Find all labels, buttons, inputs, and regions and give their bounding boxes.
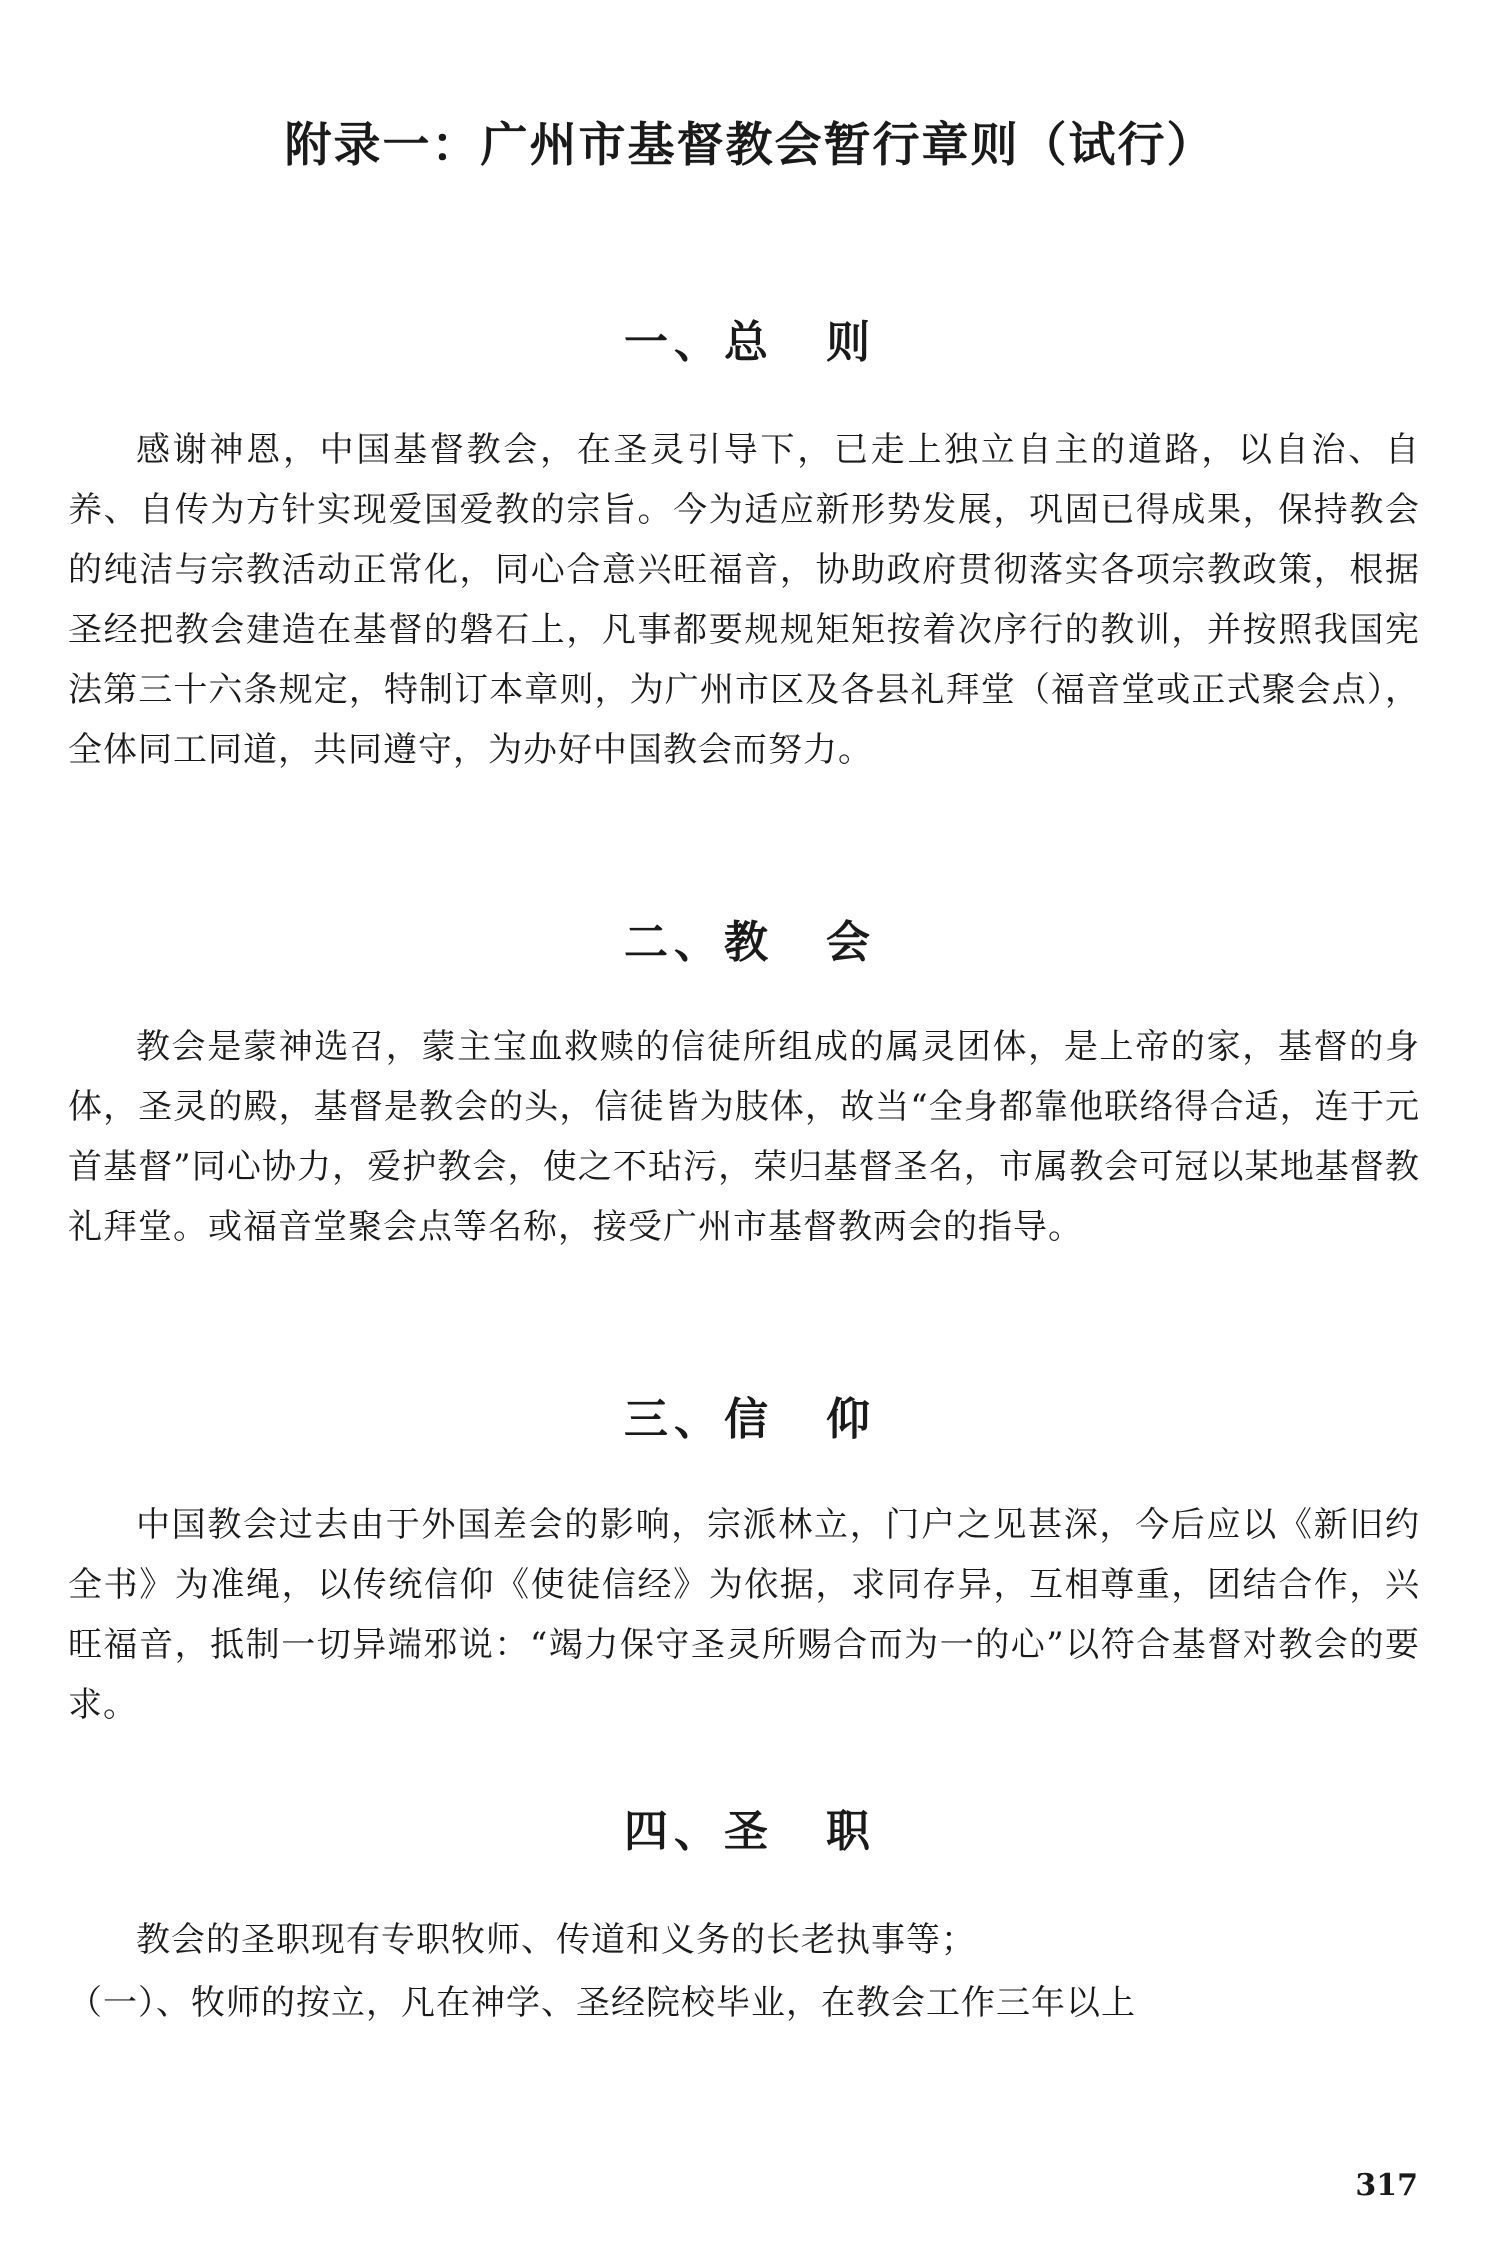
section-number: 一、 <box>624 317 724 368</box>
document-title: 附录一：广州市基督教会暂行章则（试行） <box>284 118 1216 173</box>
section-title-part: 职 <box>826 1806 876 1857</box>
section-title-part: 总 <box>724 317 774 368</box>
section-title-part: 仰 <box>826 1394 876 1445</box>
section-heading-church <box>0 906 1500 970</box>
page-number: 317 <box>1355 2168 1418 2203</box>
section-number: 三、 <box>624 1394 724 1445</box>
section-heading-clergy <box>0 1795 1500 1859</box>
section-number: 四、 <box>624 1806 724 1857</box>
section-title-part: 教 <box>724 917 774 968</box>
paragraph-clergy: 教会的圣职现有专职牧师、传道和义务的长老执事等； <box>136 1920 976 1960</box>
section-title-part: 则 <box>826 317 876 368</box>
list-item-ordination: （一）、牧师的按立，凡在神学、圣经院校毕业，在教会工作三年以上 <box>68 1983 1136 2023</box>
section-title-part: 圣 <box>724 1806 774 1857</box>
paragraph-faith: 中国教会过去由于外国差会的影响，宗派林立，门户之见甚深，今后应以《新旧约全书》为准绳，以传统信仰《使徒信经》为依据，求同存异，互相尊重，团结合作，兴旺福音，抵制一切异端邪说：“竭力保守圣灵所赐合而为一的心”以符合基督对教会的要求。 <box>68 1505 1420 1725</box>
section-title-part: 会 <box>826 917 876 968</box>
section-heading-faith <box>0 1383 1500 1447</box>
section-number: 二、 <box>624 917 724 968</box>
paragraph-general: 感谢神恩，中国基督教会，在圣灵引导下，已走上独立自主的道路，以自治、自养、自传为方针实现爱国爱教的宗旨。今为适应新形势发展，巩固已得成果，保持教会的纯洁与宗教活动正常化，同心合意兴旺福音，协助政府贯彻落实各项宗教政策，根据圣经把教会建造在基督的磐石上，凡事都要规规矩矩按着次序行的教训，并按照我国宪法第三十六条规定，特制订本章则，为广州市区及各县礼拜堂（福音堂或正式聚会点），全体同工同道，共同遵守，为办好中国教会而努力。 <box>68 430 1420 770</box>
paragraph-church: 教会是蒙神选召，蒙主宝血救赎的信徒所组成的属灵团体，是上帝的家，基督的身体，圣灵的殿，基督是教会的头，信徒皆为肢体，故当“全身都靠他联络得合适，连于元首基督”同心协力，爱护教会，使之不玷污，荣归基督圣名，市属教会可冠以某地基督教礼拜堂。或福音堂聚会点等名称，接受广州市基督教两会的指导。 <box>68 1027 1420 1247</box>
section-heading-general <box>0 306 1500 370</box>
section-title-part: 信 <box>724 1394 774 1445</box>
